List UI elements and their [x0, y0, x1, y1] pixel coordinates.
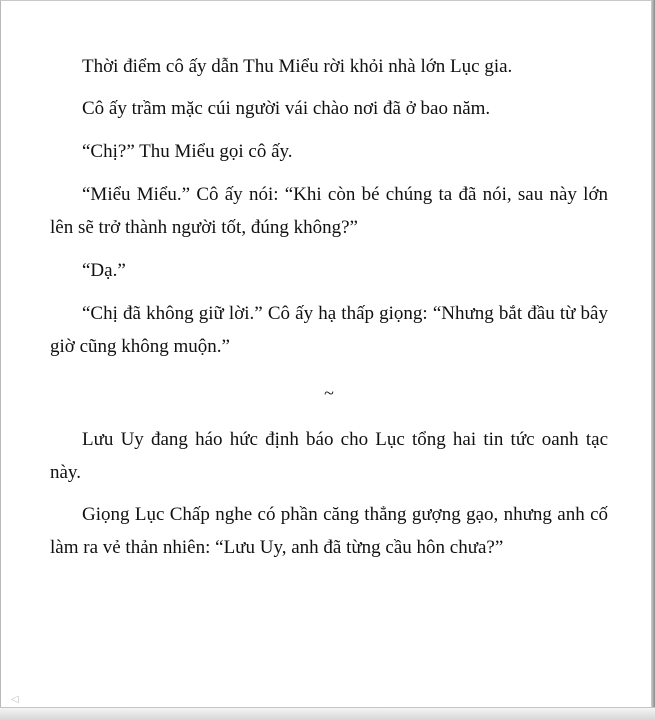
paragraph-8: Giọng Lục Chấp nghe có phần căng thẳng gượng gạo, nhưng anh cố làm ra vẻ thản nhiên: “Lưu Uy, anh đã từng cầu hôn chưa?” — [50, 504, 608, 558]
section-separator: ~ — [324, 383, 334, 403]
paragraph-7: Lưu Uy đang háo hức định báo cho Lục tổng hai tin tức oanh tạc này. — [50, 429, 608, 483]
page-edge-shadow — [651, 0, 655, 720]
bottom-scroll-bar[interactable] — [0, 707, 655, 720]
page-corner-icon: ◁ — [11, 694, 19, 705]
paragraph-5: “Dạ.” — [82, 260, 126, 281]
paragraph-6: “Chị đã không giữ lời.” Cô ấy hạ thấp giọng: “Nhưng bắt đầu từ bây giờ cũng không muộn.” — [50, 303, 608, 357]
paragraph-4: “Miểu Miểu.” Cô ấy nói: “Khi còn bé chúng ta đã nói, sau này lớn lên sẽ trở thành người tốt, đúng không?” — [50, 184, 608, 238]
paragraph-2: Cô ấy trầm mặc cúi người vái chào nơi đã ở bao năm. — [82, 98, 491, 119]
paragraph-3: “Chị?” Thu Miểu gọi cô ấy. — [82, 141, 293, 162]
paragraph-1: Thời điểm cô ấy dẫn Thu Miểu rời khỏi nhà lớn Lục gia. — [82, 56, 513, 77]
document-body — [50, 50, 608, 564]
